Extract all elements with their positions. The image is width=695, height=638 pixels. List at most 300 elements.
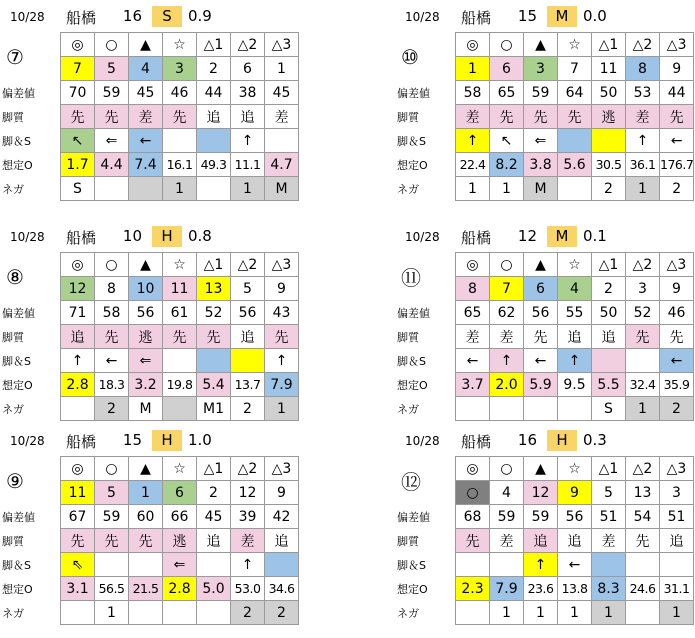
style-cell: 先: [660, 325, 694, 349]
leg-cell: ←: [660, 129, 694, 153]
odds-cell: 3.8: [524, 153, 558, 177]
row-label: ネガ: [397, 182, 419, 196]
horse-number-cell: 11: [61, 481, 95, 505]
race-venue: 船橋: [461, 229, 492, 247]
horse-number-cell: 7: [61, 57, 95, 81]
style-cell: 先: [456, 529, 490, 553]
style-cell: 追: [558, 529, 592, 553]
dev-cell: 59: [95, 81, 129, 105]
row-label: 想定O: [2, 158, 33, 172]
race-number: ⑨: [6, 468, 24, 493]
dev-cell: 59: [524, 81, 558, 105]
horse-number-cell: 6: [524, 277, 558, 301]
style-cell: 先: [95, 325, 129, 349]
field-size: 12: [517, 227, 537, 245]
row-label: 脚質: [397, 110, 419, 124]
leg-cell: [265, 553, 299, 577]
nega-cell: 1: [558, 601, 592, 625]
horse-number-cell: ○: [456, 481, 490, 505]
style-cell: 逃: [592, 105, 626, 129]
race-panel: [395, 428, 695, 621]
row-label: 脚＆S: [397, 558, 426, 572]
nega-cell: 1: [524, 601, 558, 625]
odds-cell: 4.4: [95, 153, 129, 177]
marks-row: [395, 253, 694, 277]
dev-cell: 51: [660, 505, 694, 529]
leg-cell: ⇐: [129, 349, 163, 373]
odds-cell: 30.5: [592, 153, 626, 177]
nega-cell: [95, 177, 129, 201]
odds-cell: 5.0: [197, 577, 231, 601]
style-cell: 差: [490, 325, 524, 349]
race-date: 10/28: [405, 10, 440, 24]
leg-cell: ←: [558, 553, 592, 577]
odds-cell: 35.9: [660, 373, 694, 397]
dev-cell: 68: [456, 505, 490, 529]
odds-cell: 5.6: [558, 153, 592, 177]
odds-cell: 1.7: [61, 153, 95, 177]
style-cell: 差: [456, 325, 490, 349]
leg-cell: [265, 129, 299, 153]
style-cell: 追: [558, 325, 592, 349]
dev-cell: 44: [197, 81, 231, 105]
pace-badge: M: [547, 226, 577, 247]
style-row: [0, 325, 299, 349]
nega-row: [0, 397, 299, 421]
mark-cell: ☆: [163, 33, 197, 57]
dev-cell: 51: [592, 505, 626, 529]
style-row: [0, 105, 299, 129]
horse-number-cell: 5: [592, 481, 626, 505]
race-date: 10/28: [10, 10, 45, 24]
leg-cell: ↑: [456, 129, 490, 153]
race-venue: 船橋: [461, 9, 492, 27]
leg-cell: [197, 553, 231, 577]
pace-value: 0.3: [583, 431, 607, 449]
row-label: 想定O: [397, 158, 428, 172]
nega-cell: [163, 397, 197, 421]
odds-cell: 56.5: [95, 577, 129, 601]
mark-cell: ○: [95, 457, 129, 481]
dev-cell: 56: [558, 505, 592, 529]
marks-row: [395, 457, 694, 481]
odds-cell: 36.1: [626, 153, 660, 177]
race-header: [0, 4, 300, 30]
horse-number-cell: 8: [456, 277, 490, 301]
style-cell: 先: [265, 325, 299, 349]
style-cell: 先: [626, 529, 660, 553]
style-cell: 追: [231, 325, 265, 349]
odds-row: [0, 577, 299, 601]
odds-cell: 3.1: [61, 577, 95, 601]
mark-cell: △1: [592, 457, 626, 481]
pace-badge: M: [547, 6, 577, 27]
odds-row: [395, 577, 694, 601]
style-cell: 先: [490, 105, 524, 129]
field-size: 16: [122, 7, 142, 25]
leg-cell: ↑: [558, 349, 592, 373]
mark-cell: ☆: [558, 457, 592, 481]
horse-number-cell: 3: [626, 277, 660, 301]
leg-cell: [163, 129, 197, 153]
leg-cell: ↑: [265, 349, 299, 373]
prediction-table: [395, 252, 694, 421]
row-label: 脚＆S: [397, 134, 426, 148]
dev-cell: 58: [95, 301, 129, 325]
row-label: 偏差値: [2, 86, 35, 100]
nega-cell: [558, 177, 592, 201]
mark-cell: △3: [660, 457, 694, 481]
horse-number-cell: 1: [456, 57, 490, 81]
dev-cell: 38: [231, 81, 265, 105]
dev-cell: 52: [626, 301, 660, 325]
mark-cell: △3: [265, 33, 299, 57]
mark-cell: △3: [660, 33, 694, 57]
odds-cell: 8.2: [490, 153, 524, 177]
race-date: 10/28: [10, 434, 45, 448]
odds-row: [0, 373, 299, 397]
dev-cell: 58: [456, 81, 490, 105]
race-header: [0, 428, 300, 454]
nega-cell: 1: [592, 601, 626, 625]
style-cell: 先: [524, 105, 558, 129]
leg-cell: ↑: [231, 129, 265, 153]
nega-cell: M: [265, 177, 299, 201]
leg-cell: [129, 553, 163, 577]
race-number: ⑧: [6, 264, 24, 289]
odds-cell: 5.5: [592, 373, 626, 397]
horse-number-cell: 5: [95, 481, 129, 505]
marks-row: [0, 33, 299, 57]
nega-cell: 1: [490, 601, 524, 625]
style-cell: 先: [558, 105, 592, 129]
odds-cell: 22.4: [456, 153, 490, 177]
dev-cell: 39: [231, 505, 265, 529]
mark-cell: ☆: [558, 253, 592, 277]
nega-row: [0, 177, 299, 201]
nega-cell: [197, 177, 231, 201]
style-cell: 先: [524, 325, 558, 349]
row-label: ネガ: [2, 182, 24, 196]
leg-cell: ↖: [490, 129, 524, 153]
style-cell: 先: [61, 105, 95, 129]
nega-cell: 2: [660, 177, 694, 201]
race-panel: [0, 4, 300, 197]
nega-cell: 1: [95, 601, 129, 625]
dev-cell: 66: [163, 505, 197, 529]
row-label: 偏差値: [2, 510, 35, 524]
nega-cell: [61, 397, 95, 421]
style-cell: 先: [197, 325, 231, 349]
horse-number-cell: 7: [558, 57, 592, 81]
row-label: 脚質: [2, 330, 24, 344]
leg-cell: ↑: [524, 553, 558, 577]
horse-number-cell: 3: [524, 57, 558, 81]
horse-number-cell: 13: [197, 277, 231, 301]
odds-cell: 32.4: [626, 373, 660, 397]
nega-cell: 1: [163, 177, 197, 201]
dev-cell: 71: [61, 301, 95, 325]
row-label: 脚＆S: [2, 558, 31, 572]
leg-cell: [592, 553, 626, 577]
odds-cell: 3.7: [456, 373, 490, 397]
race-panel: [395, 224, 695, 417]
mark-cell: ▲: [524, 457, 558, 481]
mark-cell: ☆: [558, 33, 592, 57]
race-header: [395, 224, 695, 250]
odds-cell: 13.8: [558, 577, 592, 601]
leg-cell: ⇐: [524, 129, 558, 153]
horse-number-cell: 6: [490, 57, 524, 81]
dev-cell: 42: [265, 505, 299, 529]
mark-cell: ▲: [129, 457, 163, 481]
dev-row: [395, 505, 694, 529]
row-label: 脚質: [2, 110, 24, 124]
mark-cell: △1: [197, 253, 231, 277]
leg-cell: [231, 349, 265, 373]
pace-value: 0.9: [188, 7, 212, 25]
odds-cell: 16.1: [163, 153, 197, 177]
horse-number-cell: 9: [660, 57, 694, 81]
leg-cell: [558, 129, 592, 153]
odds-cell: 53.0: [231, 577, 265, 601]
dev-cell: 61: [163, 301, 197, 325]
leg-cell: ⇐: [95, 129, 129, 153]
style-cell: 差: [626, 105, 660, 129]
nega-cell: 1: [490, 177, 524, 201]
mark-cell: △2: [626, 253, 660, 277]
style-cell: 先: [95, 105, 129, 129]
race-venue: 船橋: [461, 433, 492, 451]
nega-row: [395, 601, 694, 625]
mark-cell: △2: [231, 253, 265, 277]
race-number: ⑫: [401, 470, 421, 494]
style-cell: 追: [231, 105, 265, 129]
style-cell: 差: [456, 105, 490, 129]
pace-value: 0.8: [188, 227, 212, 245]
pace-badge: S: [152, 6, 182, 27]
mark-cell: ▲: [129, 33, 163, 57]
horse-number-cell: 12: [61, 277, 95, 301]
leg-cell: ←: [524, 349, 558, 373]
row-label: 想定O: [2, 582, 33, 596]
dev-cell: 59: [95, 505, 129, 529]
leg-cell: [163, 349, 197, 373]
marks-row: [395, 33, 694, 57]
mark-cell: △2: [626, 457, 660, 481]
dev-cell: 50: [592, 301, 626, 325]
horse-number-cell: 3: [660, 481, 694, 505]
odds-cell: 4.7: [265, 153, 299, 177]
nega-cell: [163, 601, 197, 625]
nega-cell: S: [61, 177, 95, 201]
nega-row: [395, 177, 694, 201]
leg-row: [395, 553, 694, 577]
odds-row: [395, 153, 694, 177]
race-panel: [0, 428, 300, 621]
horse-number-cell: 8: [626, 57, 660, 81]
leg-cell: [456, 553, 490, 577]
prediction-table: [395, 32, 694, 201]
leg-cell: ↑: [626, 129, 660, 153]
field-size: 10: [122, 227, 142, 245]
race-venue: 船橋: [66, 9, 97, 27]
nega-row: [0, 601, 299, 625]
style-cell: 追: [524, 529, 558, 553]
mark-cell: ◎: [61, 253, 95, 277]
style-cell: 先: [163, 325, 197, 349]
nega-cell: [456, 601, 490, 625]
row-label: ネガ: [2, 402, 24, 416]
race-header: [395, 428, 695, 454]
leg-cell: ↖: [61, 129, 95, 153]
nega-cell: [456, 397, 490, 421]
dev-row: [0, 81, 299, 105]
nega-cell: [129, 601, 163, 625]
horse-number-cell: 8: [95, 277, 129, 301]
style-cell: 先: [61, 529, 95, 553]
horse-number-cell: 2: [197, 57, 231, 81]
mark-cell: △1: [197, 33, 231, 57]
race-header: [0, 224, 300, 250]
odds-cell: 2.8: [61, 373, 95, 397]
odds-cell: 34.6: [265, 577, 299, 601]
mark-cell: ☆: [163, 253, 197, 277]
dev-cell: 46: [660, 301, 694, 325]
nega-cell: 2: [660, 397, 694, 421]
nega-cell: 1: [660, 601, 694, 625]
race-number: ⑪: [401, 266, 421, 290]
leg-cell: [490, 553, 524, 577]
odds-row: [0, 153, 299, 177]
mark-cell: ◎: [456, 457, 490, 481]
dev-cell: 70: [61, 81, 95, 105]
horse-number-cell: 9: [558, 481, 592, 505]
horse-number-cell: 9: [660, 277, 694, 301]
style-cell: 追: [197, 529, 231, 553]
nega-cell: 1: [456, 177, 490, 201]
nega-cell: 2: [592, 177, 626, 201]
prediction-table: [0, 32, 299, 201]
odds-cell: 31.1: [660, 577, 694, 601]
pace-badge: H: [547, 430, 577, 451]
nega-cell: 2: [95, 397, 129, 421]
nega-cell: [524, 397, 558, 421]
mark-cell: △1: [592, 33, 626, 57]
odds-row: [395, 373, 694, 397]
dev-cell: 62: [490, 301, 524, 325]
style-cell: 逃: [163, 529, 197, 553]
horse-number-cell: 11: [163, 277, 197, 301]
row-label: 想定O: [397, 582, 428, 596]
odds-cell: 9.5: [558, 373, 592, 397]
horse-number-cell: 4: [558, 277, 592, 301]
mark-cell: ◎: [456, 253, 490, 277]
leg-cell: ←: [95, 349, 129, 373]
pace-badge: H: [152, 430, 182, 451]
leg-cell: ⇖: [61, 553, 95, 577]
dev-cell: 65: [490, 81, 524, 105]
row-label: 想定O: [397, 378, 428, 392]
horse-number-cell: 4: [490, 481, 524, 505]
odds-cell: 24.6: [626, 577, 660, 601]
style-cell: 追: [660, 529, 694, 553]
dev-cell: 45: [129, 81, 163, 105]
horse-number-cell: 5: [95, 57, 129, 81]
odds-cell: 7.9: [265, 373, 299, 397]
dev-cell: 45: [197, 505, 231, 529]
odds-cell: 13.7: [231, 373, 265, 397]
nega-cell: 2: [231, 601, 265, 625]
row-label: 偏差値: [397, 510, 430, 524]
horse-number-cell: 4: [129, 57, 163, 81]
leg-cell: [197, 129, 231, 153]
horse-number-cell: 9: [265, 481, 299, 505]
dev-cell: 64: [558, 81, 592, 105]
race-date: 10/28: [10, 230, 45, 244]
horse-number-cell: 2: [592, 277, 626, 301]
race-number: ⑩: [401, 44, 419, 69]
style-cell: 追: [61, 325, 95, 349]
mark-cell: △3: [265, 457, 299, 481]
horse-number-cell: 9: [265, 277, 299, 301]
row-label: ネガ: [397, 402, 419, 416]
marks-row: [0, 253, 299, 277]
style-row: [395, 529, 694, 553]
leg-cell: [626, 349, 660, 373]
odds-cell: 7.4: [129, 153, 163, 177]
style-cell: 先: [163, 105, 197, 129]
leg-cell: [197, 349, 231, 373]
style-cell: 追: [592, 325, 626, 349]
dev-row: [0, 301, 299, 325]
race-number: ⑦: [6, 44, 24, 69]
mark-cell: ◎: [61, 457, 95, 481]
dev-cell: 43: [265, 301, 299, 325]
nega-cell: 1: [626, 397, 660, 421]
race-header: [395, 4, 695, 30]
horse-number-cell: 7: [490, 277, 524, 301]
field-size: 16: [517, 431, 537, 449]
nega-cell: [490, 397, 524, 421]
row-label: ネガ: [2, 606, 24, 620]
dev-cell: 45: [265, 81, 299, 105]
horse-number-cell: 3: [163, 57, 197, 81]
nega-row: [395, 397, 694, 421]
race-venue: 船橋: [66, 433, 97, 451]
style-cell: 差: [265, 105, 299, 129]
horse-number-cell: 1: [265, 57, 299, 81]
leg-row: [395, 129, 694, 153]
row-label: 脚質: [2, 534, 24, 548]
nega-cell: 1: [626, 177, 660, 201]
horse-number-cell: 6: [163, 481, 197, 505]
dev-cell: 67: [61, 505, 95, 529]
leg-cell: [626, 553, 660, 577]
mark-cell: △2: [231, 457, 265, 481]
style-cell: 差: [231, 529, 265, 553]
dev-cell: 56: [129, 301, 163, 325]
dev-cell: 54: [626, 505, 660, 529]
leg-cell: ←: [456, 349, 490, 373]
mark-cell: △2: [626, 33, 660, 57]
style-cell: 先: [129, 529, 163, 553]
nega-cell: S: [592, 397, 626, 421]
horse-number-cell: 13: [626, 481, 660, 505]
nega-cell: M: [129, 397, 163, 421]
style-row: [0, 529, 299, 553]
mark-cell: ◎: [61, 33, 95, 57]
